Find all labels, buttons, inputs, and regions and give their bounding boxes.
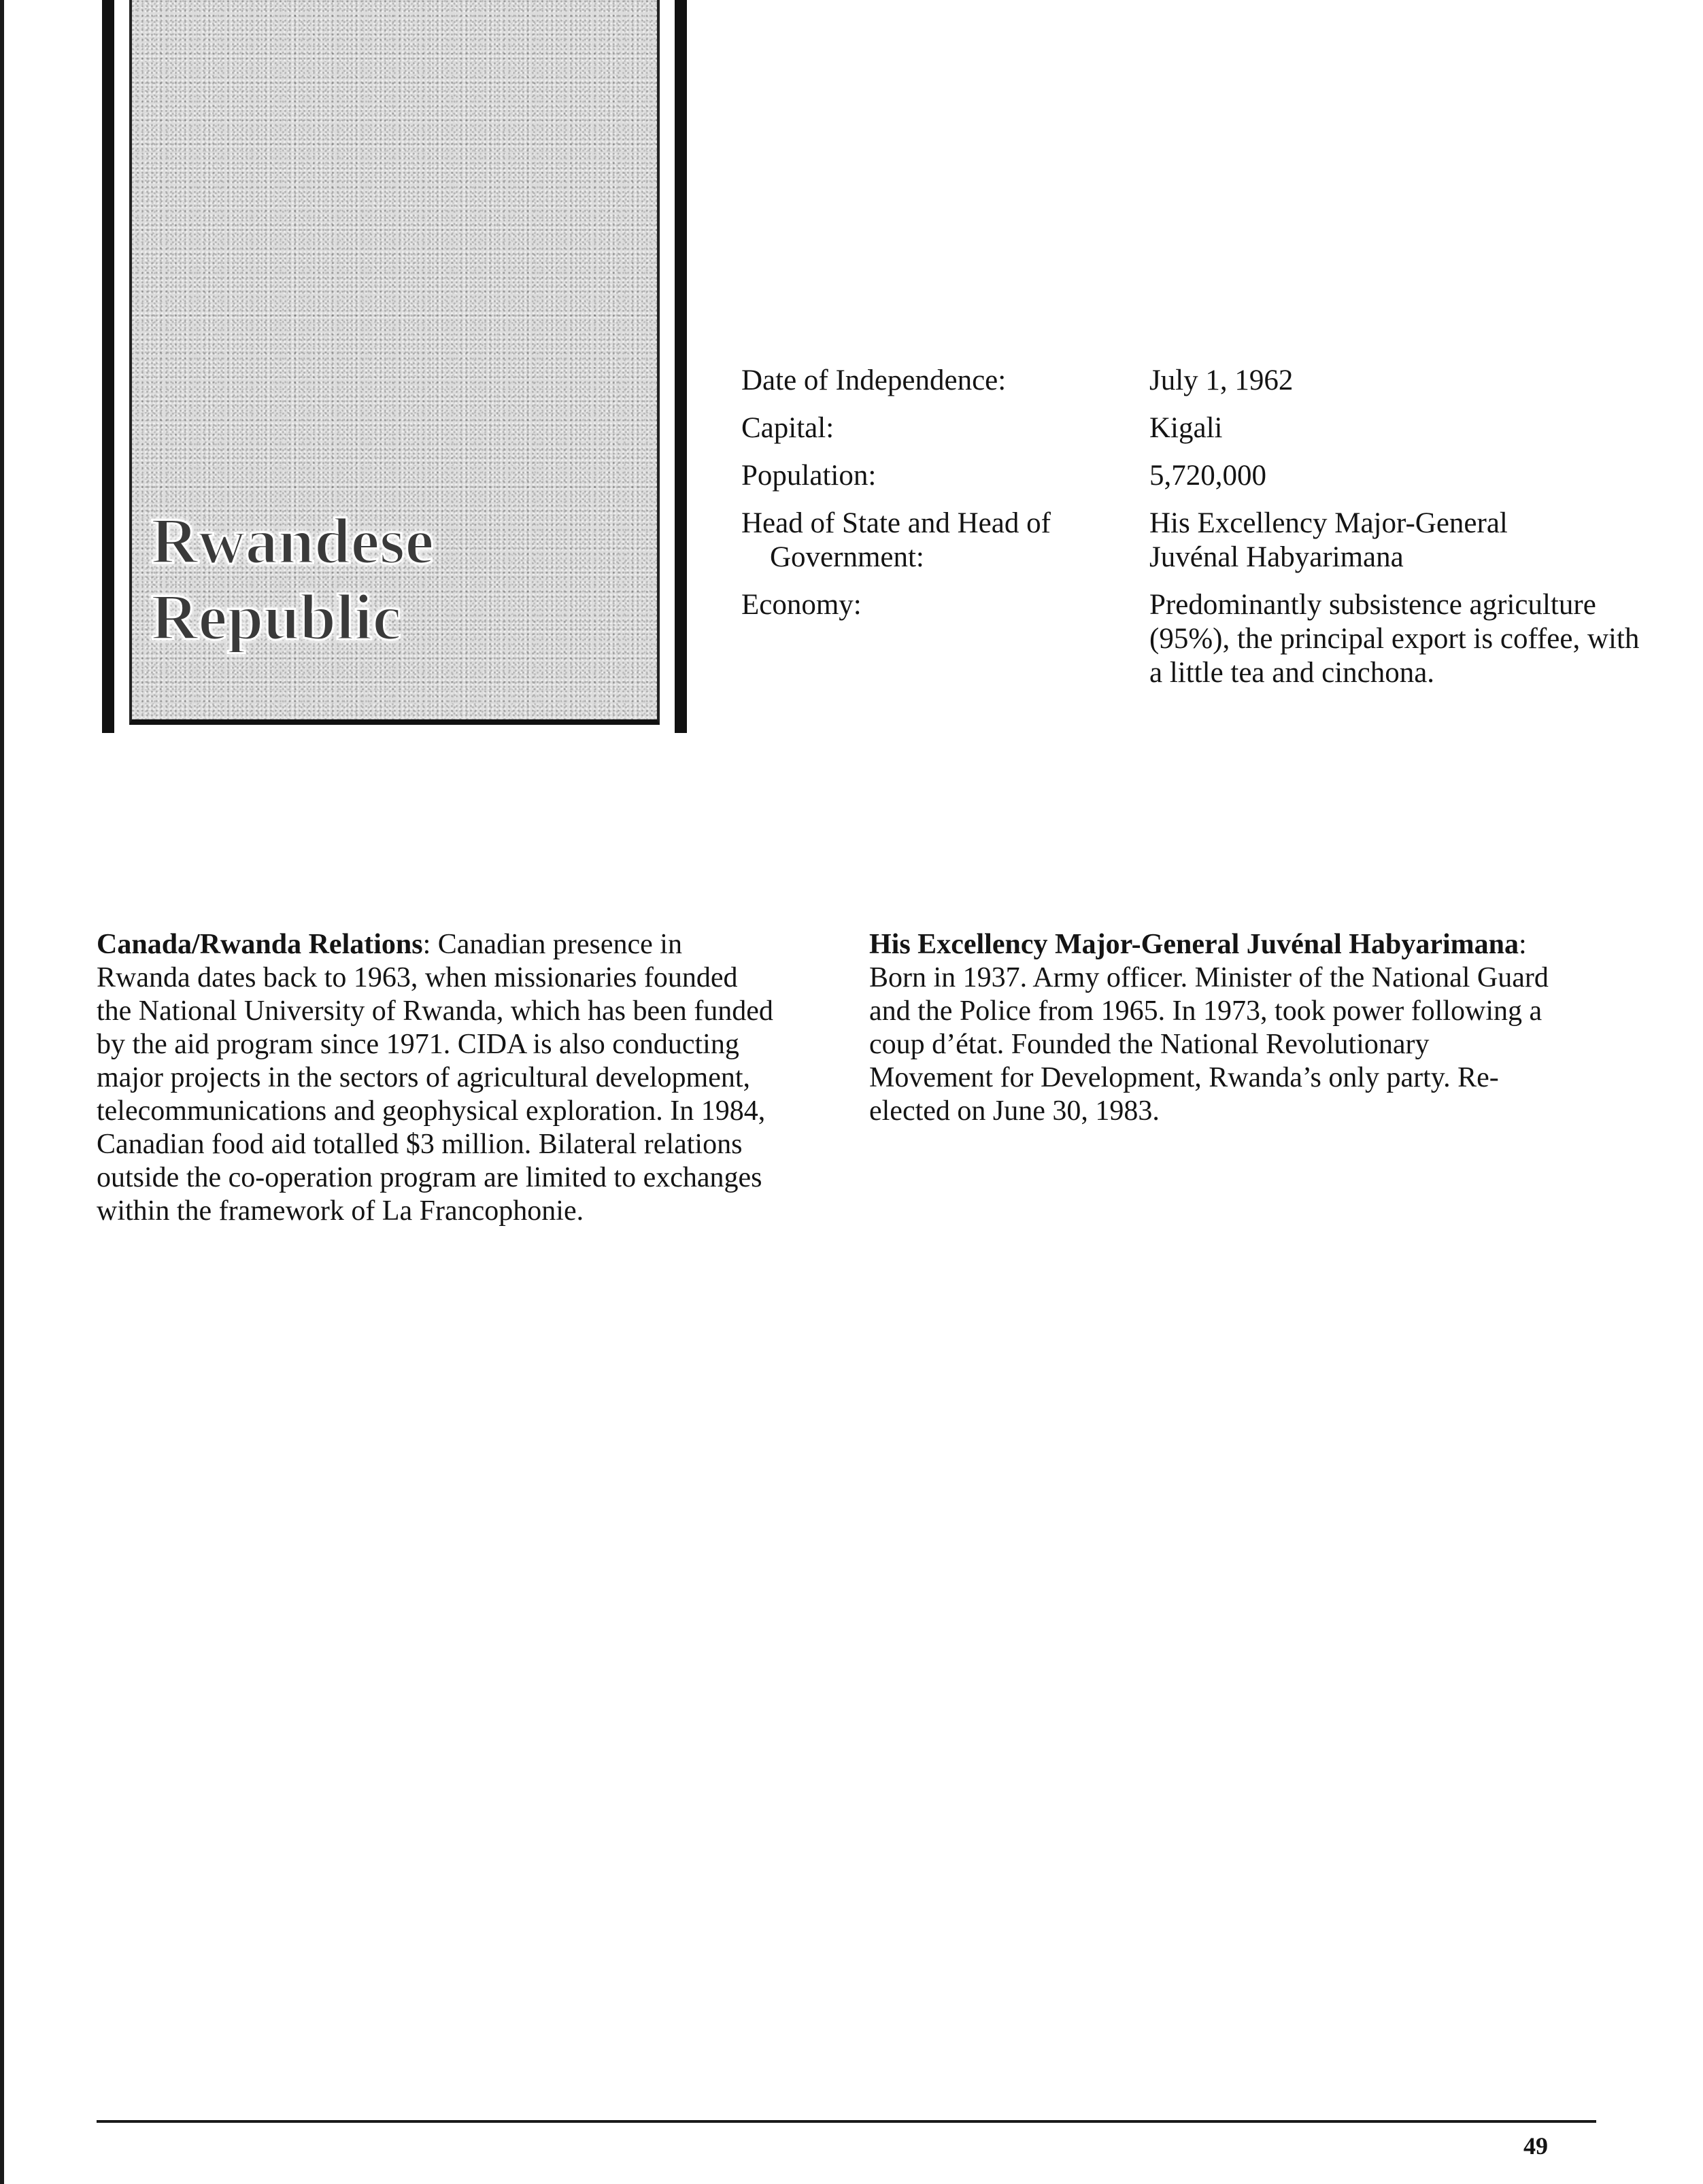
fact-value: July 1, 1962	[1149, 364, 1294, 396]
fact-value-line-2: Juvénal Habyarimana	[1149, 541, 1404, 573]
biography-heading: His Excellency Major-General Juvénal Habyarimana	[869, 929, 1519, 960]
fact-row-population	[741, 459, 1646, 493]
panel-bar-right	[675, 0, 687, 733]
biography-section	[869, 928, 1549, 1128]
biography-text: : Born in 1937. Army officer. Minister of the National Guard and the Police from 1965. In 1973, took power following a coup d’état. Founded the National Revolutionary Movement for Development, Rwanda’s only party. Re-elected on June 30, 1983.	[869, 929, 1549, 1127]
fact-row-independence	[741, 364, 1646, 398]
fact-label: Capital:	[741, 412, 834, 444]
fact-label: Economy:	[741, 589, 862, 621]
country-title-line-1: Rwandese	[151, 505, 435, 577]
fact-value: Kigali	[1149, 412, 1223, 444]
fact-row-head-of-state	[741, 507, 1646, 575]
fact-value-line-1: His Excellency Major-General	[1149, 507, 1508, 539]
fact-label-line-2: Government:	[770, 541, 924, 573]
relations-section	[97, 928, 777, 1228]
title-panel	[102, 0, 687, 733]
fact-row-economy	[741, 588, 1646, 690]
fact-value: 5,720,000	[1149, 460, 1266, 492]
panel-bar-left	[102, 0, 114, 733]
relations-heading: Canada/Rwanda Relations	[97, 929, 423, 960]
fact-label: Date of Independence:	[741, 364, 1007, 396]
country-title	[151, 503, 434, 655]
page-edge-shadow	[0, 0, 4, 2184]
biography-paragraph	[869, 928, 1549, 1128]
relations-text: : Canadian presence in Rwanda dates back to 1963, when missionaries founded the National University of Rwanda, which has been funded by the aid program since 1971. CIDA is also conducting major projects in the sectors of agricultural development, telecommunications and geophysical exploration. In 1984, Canadian food aid totalled $3 million. Bilateral relations outside the co-operation program are limited to exchanges within the framework of La Francophonie.	[97, 929, 773, 1227]
fact-label: Population:	[741, 460, 877, 492]
fact-label-line-1: Head of State and Head of	[741, 507, 1051, 539]
fact-value: Predominantly subsistence agriculture (95%), the principal export is coffee, with a little tea and cinchona.	[1149, 589, 1640, 689]
footer-rule	[97, 2120, 1596, 2123]
relations-paragraph	[97, 928, 777, 1228]
fact-value	[1149, 507, 1646, 575]
page-number: 49	[1523, 2132, 1548, 2160]
fact-label	[741, 507, 1149, 575]
fact-row-capital	[741, 411, 1646, 445]
fact-table	[741, 364, 1646, 704]
country-title-line-2: Republic	[151, 581, 402, 653]
